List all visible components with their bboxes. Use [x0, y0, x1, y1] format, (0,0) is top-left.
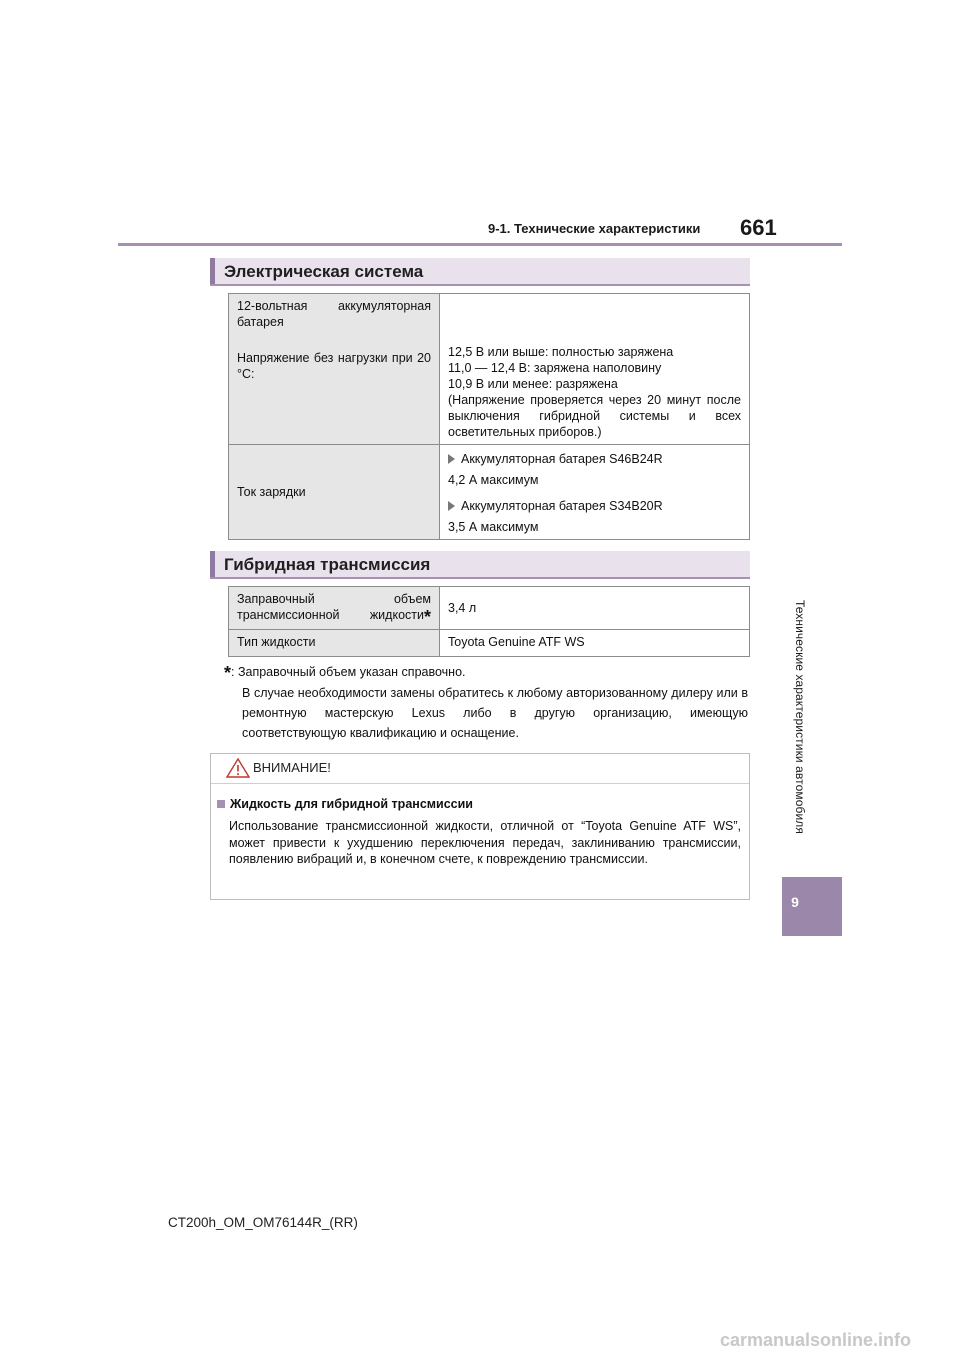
current-value: 4,2 А максимум [448, 473, 539, 487]
footnote-line: : Заправочный объем указан справочно. [231, 665, 466, 679]
heading-marker [210, 258, 215, 284]
side-chapter-title: Технические характеристики автомобиля [793, 600, 807, 834]
document-id: CT200h_OM_OM76144R_(RR) [168, 1215, 358, 1230]
section-heading-electrical [210, 258, 750, 286]
electrical-spec-table [228, 293, 750, 540]
capacity-label-cell [229, 587, 440, 630]
table-row [229, 445, 750, 540]
voltage-value-cell [440, 294, 750, 445]
arrow-right-icon [448, 454, 455, 464]
transmission-spec-table [228, 586, 750, 657]
page-number: 661 [740, 215, 777, 240]
footnote-marker: * [224, 663, 232, 683]
battery-label-cell [229, 294, 440, 445]
arrow-right-icon [448, 501, 455, 511]
footnote [224, 662, 748, 743]
current-label: Ток зарядки [229, 445, 440, 540]
caution-text: Использование трансмиссионной жидкости, отличной от “Toyota Genuine ATF WS”, может привести к ухудшению переключения передач, заклиниванию трансмиссии, появлению вибраций и, в конечном счете, к повреждению трансмиссии. [229, 819, 741, 866]
section-title: 9-1. Технические характеристики [488, 221, 701, 236]
voltage-line: 12,5 В или выше: полностью заряжена [448, 345, 674, 359]
caution-header [211, 754, 749, 784]
table-row [229, 630, 750, 657]
current-value-cell [440, 445, 750, 540]
footnote-text: В случае необходимости замены обратитесь к любому авторизованному дилеру или в ремонтную мастерскую Lexus либо в другую организацию, имеющую соответствующую квалификацию и оснащение. [242, 686, 748, 740]
table-row [229, 294, 750, 445]
heading-text: Гибридная трансмиссия [224, 555, 431, 574]
table-row [229, 587, 750, 630]
voltage-line: 10,9 В или менее: разряжена [448, 377, 618, 391]
chapter-tab [782, 877, 842, 936]
battery-label: 12-вольтная аккумуляторная батарея [237, 299, 431, 329]
capacity-value: 3,4 л [440, 587, 750, 630]
voltage-label: Напряжение без нагрузки при 20 °С: [237, 351, 431, 381]
section-heading-transmission [210, 551, 750, 579]
capacity-label: Заправочный объем трансмиссионной жидкости* [237, 592, 431, 627]
header-divider [118, 243, 842, 246]
voltage-line: 11,0 — 12,4 В: заряжена наполовину [448, 361, 662, 375]
square-bullet-icon [217, 800, 225, 808]
voltage-note: (Напряжение проверяется через 20 минут после выключения гибридной системы и всех осветительных приборов.) [448, 393, 741, 439]
footnote-marker: * [423, 607, 431, 627]
warning-triangle-icon [226, 758, 250, 778]
list-item: Аккумуляторная батарея S34B20R [448, 498, 741, 514]
current-value: 3,5 А максимум [448, 520, 539, 534]
list-item: Аккумуляторная батарея S46B24R [448, 451, 741, 467]
heading-text: Электрическая система [224, 262, 424, 281]
fluid-type-label: Тип жидкости [229, 630, 440, 657]
caution-subheading: Жидкость для гибридной трансмиссии [217, 797, 473, 811]
caution-box [210, 753, 750, 900]
chapter-number: 9 [791, 894, 799, 910]
watermark: carmanualsonline.info [720, 1330, 912, 1350]
caution-label: ВНИМАНИЕ! [253, 760, 331, 775]
fluid-type-value: Toyota Genuine ATF WS [440, 630, 750, 657]
heading-marker [210, 551, 215, 577]
